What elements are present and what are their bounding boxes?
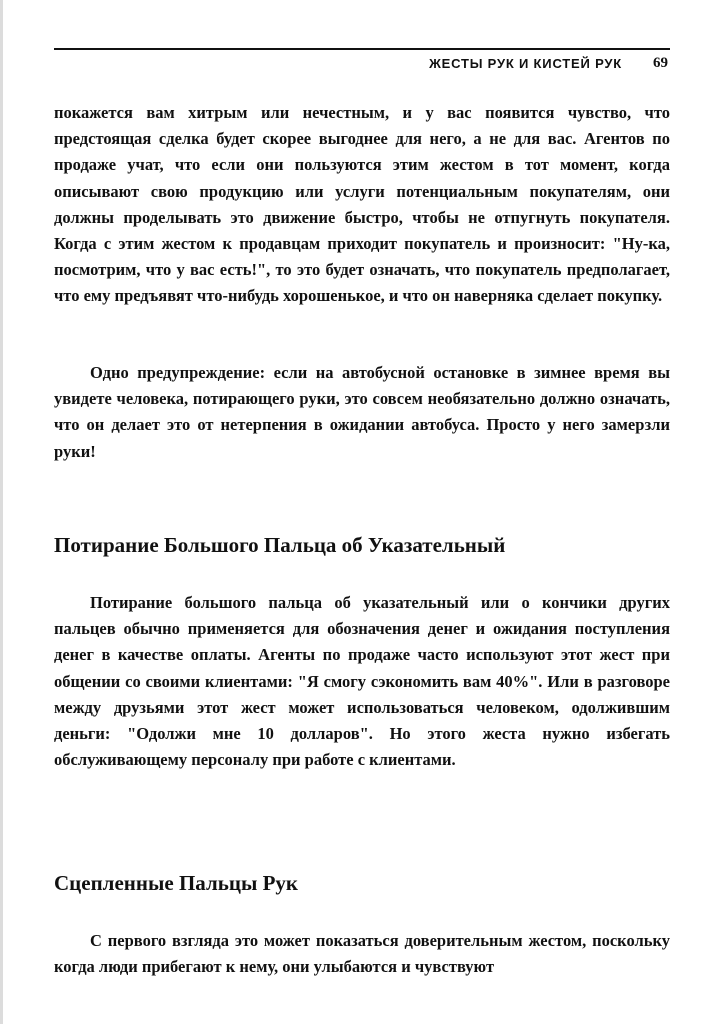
page-number: 69 (653, 55, 668, 71)
body-paragraph: Одно предупреждение: если на автобусной остановке в зимнее время вы увидете человека, потирающего руки, это совсем необязательно должно означать, что он делает это от нетерпения в ожидании автобуса. Просто у него замерзли руки! (54, 363, 670, 461)
body-paragraph: Потирание большого пальца об указательный или о кончики других пальцев обычно применяется для обозначения денег и ожидания поступления денег в качестве оплаты. Агенты по продаже часто используют этот жест при общении со своими клиентами: "Я смогу сэкономить вам 40%". Или в разговоре между друзьями этот жест может использоваться человеком, одолжившим деньги: "Одолжи мне 10 долларов". Но этого жеста нужно избегать обслуживающему персоналу при работе с клиентами. (54, 593, 670, 770)
section-heading: Потирание Большого Пальца об Указательный (54, 533, 506, 557)
running-header (54, 48, 670, 74)
section-heading: Сцепленные Пальцы Рук (54, 871, 299, 895)
page-edge (0, 0, 3, 1024)
running-title: ЖЕСТЫ РУК И КИСТЕЙ РУК (429, 56, 622, 71)
body-paragraph: С первого взгляда это может показаться доверительным жестом, поскольку когда люди прибегают к нему, они улыбаются и чувствуют (54, 931, 670, 977)
body-paragraph: покажется вам хитрым или нечестным, и у вас появится чувство, что предстоящая сделка будет скорее выгоднее для него, а не для вас. Агентов по продаже учат, что если они пользуются этим жестом в тот момент, когда описывают свою продукцию или услуги потенциальным покупателям, они должны проделывать это движение быстро, чтобы не отпугнуть покупателя. Когда с этим жестом к продавцам приходит покупатель и произносит: "Ну-ка, посмотрим, что у вас есть!", то это будет означать, что покупатель предполагает, что ему предъявят что-нибудь хорошенькое, и что он наверняка сделает покупку. (54, 103, 670, 306)
